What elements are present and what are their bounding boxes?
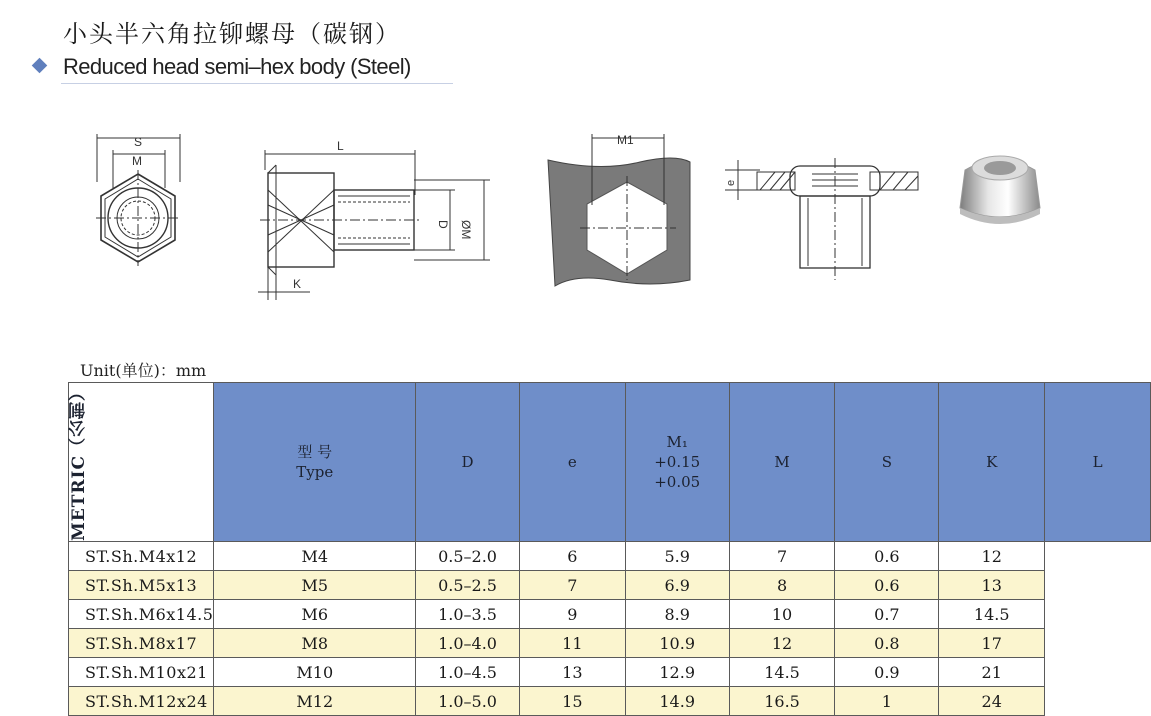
cell-m: 10.9 [625, 629, 729, 658]
header-s: S [835, 383, 939, 542]
cell-m1: 15 [519, 687, 625, 716]
cell-k: 0.6 [835, 542, 939, 571]
cell-e: 1.0–5.0 [416, 687, 520, 716]
subtitle-underline [61, 83, 453, 84]
header-e: e [519, 383, 625, 542]
table-row [69, 629, 1151, 658]
cell-s: 8 [729, 571, 835, 600]
technical-drawings [0, 110, 1151, 310]
cell-s: 10 [729, 600, 835, 629]
cell-l: 12 [939, 542, 1045, 571]
metric-label: METRIC（公制） [69, 383, 89, 542]
cell-s: 16.5 [729, 687, 835, 716]
header-m: M [729, 383, 835, 542]
cell-d: M12 [214, 687, 416, 716]
label-om: ØM [459, 220, 473, 240]
cell-k: 0.9 [835, 658, 939, 687]
cell-s: 14.5 [729, 658, 835, 687]
cell-m1: 7 [519, 571, 625, 600]
header-type-zh: 型 号 [297, 443, 333, 462]
cell-k: 0.7 [835, 600, 939, 629]
unit-label: Unit(单位)：mm [80, 361, 207, 380]
spec-table [68, 382, 1151, 716]
table-header-row [69, 383, 1151, 542]
label-l: L [337, 139, 344, 153]
mounting-hole-drawing [548, 134, 690, 286]
cell-m1: 6 [519, 542, 625, 571]
cell-l: 24 [939, 687, 1045, 716]
metric-column [69, 383, 214, 542]
cell-e: 1.0–3.5 [416, 600, 520, 629]
cell-m: 6.9 [625, 571, 729, 600]
label-m1: M1 [617, 133, 634, 147]
header-type-en: Type [296, 463, 334, 482]
cell-m: 12.9 [625, 658, 729, 687]
cell-m: 14.9 [625, 687, 729, 716]
table-row [69, 542, 1151, 571]
cell-s: 12 [729, 629, 835, 658]
cell-d: M4 [214, 542, 416, 571]
installed-section-drawing [725, 158, 918, 280]
cell-type: ST.Sh.M8x17 [69, 629, 214, 658]
cell-l: 17 [939, 629, 1045, 658]
cell-m1: 9 [519, 600, 625, 629]
label-d: D [436, 220, 450, 229]
cell-d: M10 [214, 658, 416, 687]
cell-k: 1 [835, 687, 939, 716]
cell-s: 7 [729, 542, 835, 571]
cell-l: 14.5 [939, 600, 1045, 629]
header-m1-tol-lower: +0.05 [654, 473, 701, 492]
cell-type: ST.Sh.M4x12 [69, 542, 214, 571]
header-k: K [939, 383, 1045, 542]
header-m1 [625, 383, 729, 542]
cell-e: 1.0–4.0 [416, 629, 520, 658]
header-d: D [416, 383, 520, 542]
label-m-front: M [132, 154, 142, 168]
cell-e: 0.5–2.5 [416, 571, 520, 600]
label-e: e [725, 179, 737, 186]
cell-l: 13 [939, 571, 1045, 600]
cell-k: 0.6 [835, 571, 939, 600]
cell-type: ST.Sh.M5x13 [69, 571, 214, 600]
header-type [214, 383, 416, 542]
cell-d: M8 [214, 629, 416, 658]
cell-k: 0.8 [835, 629, 939, 658]
cell-m: 5.9 [625, 542, 729, 571]
label-s: S [134, 135, 143, 149]
cell-m: 8.9 [625, 600, 729, 629]
cell-d: M6 [214, 600, 416, 629]
cell-d: M5 [214, 571, 416, 600]
rivet-nut-photo [960, 156, 1040, 224]
table-row [69, 571, 1151, 600]
cell-m1: 13 [519, 658, 625, 687]
cell-m1: 11 [519, 629, 625, 658]
table-row [69, 600, 1151, 629]
page-title-zh: 小头半六角拉铆螺母（碳钢） [63, 20, 401, 48]
cell-type: ST.Sh.M12x24 [69, 687, 214, 716]
cell-type: ST.Sh.M10x21 [69, 658, 214, 687]
header-l: L [1045, 383, 1151, 542]
label-k: K [293, 277, 302, 291]
header-m1-name: M₁ [666, 433, 688, 452]
table-row [69, 658, 1151, 687]
diamond-bullet-icon [32, 58, 48, 74]
cell-e: 0.5–2.0 [416, 542, 520, 571]
cell-type: ST.Sh.M6x14.5 [69, 600, 214, 629]
table-row [69, 687, 1151, 716]
header-m1-tol-upper: +0.15 [654, 453, 701, 472]
cell-e: 1.0–4.5 [416, 658, 520, 687]
cell-l: 21 [939, 658, 1045, 687]
page-title-en: Reduced head semi–hex body (Steel) [63, 54, 411, 79]
